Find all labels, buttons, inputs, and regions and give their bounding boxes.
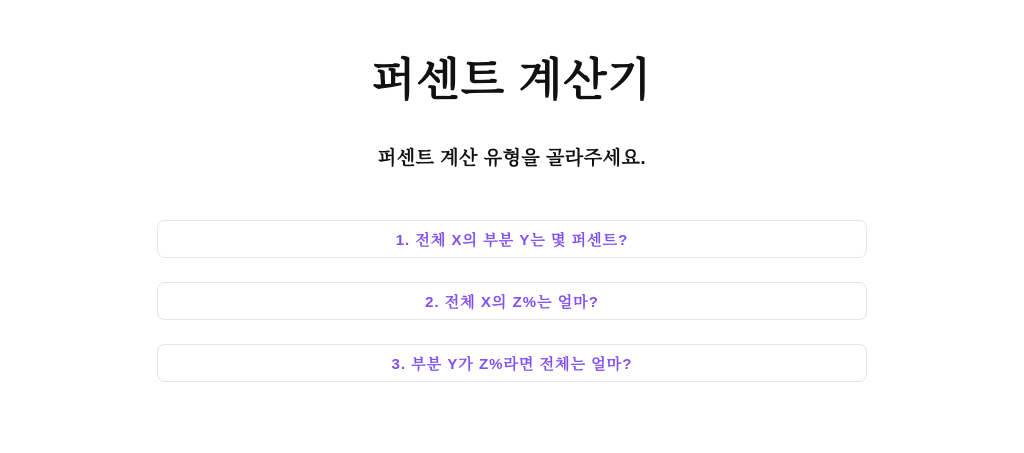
page-subtitle: 퍼센트 계산 유형을 골라주세요.	[377, 148, 647, 169]
option-button-whole-from-part[interactable]: 3. 부분 Y가 Z%라면 전체는 얼마?	[157, 344, 867, 382]
option-button-percent-of-whole[interactable]: 1. 전체 X의 부분 Y는 몇 퍼센트?	[157, 220, 867, 258]
content-container	[157, 0, 867, 382]
page-title: 퍼센트 계산기	[371, 54, 653, 105]
option-button-value-of-percent[interactable]: 2. 전체 X의 Z%는 얼마?	[157, 282, 867, 320]
option-list	[157, 220, 867, 382]
